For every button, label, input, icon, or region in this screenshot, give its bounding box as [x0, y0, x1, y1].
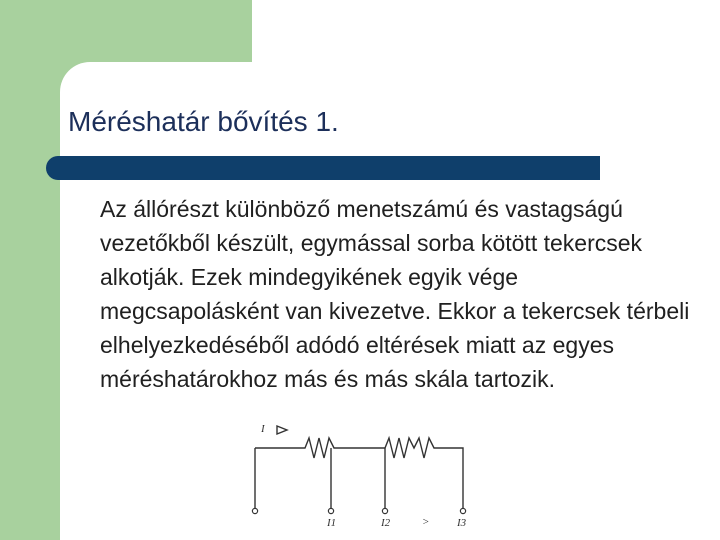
tap-label-2: I2 [381, 517, 391, 529]
terminal-2 [382, 508, 387, 513]
current-label: I [261, 423, 265, 435]
title-underline-bar [46, 156, 600, 180]
slide-body-text: Az állórészt különböző menetszámú és vastagságú vezetőkből készült, egymással sorba kötött tekercsek alkotják. Ezek mindegyikének egyik vége megcsapolásként van kivezetve. Ekkor a tekercsek térbeli elhelyezkedéséből adódó eltérések miatt az egyes méréshatárokhoz más és más skála tartozik. [100, 196, 690, 392]
circuit-diagram [243, 418, 483, 540]
flow-arrow-label: > [422, 516, 430, 528]
tap-label-1: I1 [327, 517, 337, 529]
terminal-left [252, 508, 257, 513]
circuit-top-wire [255, 438, 463, 510]
terminal-3 [460, 508, 465, 513]
current-arrow-icon [277, 426, 287, 434]
terminal-1 [328, 508, 333, 513]
slide-title: Méréshatár bővítés 1. [68, 106, 339, 137]
tap-label-3: I3 [457, 517, 467, 529]
